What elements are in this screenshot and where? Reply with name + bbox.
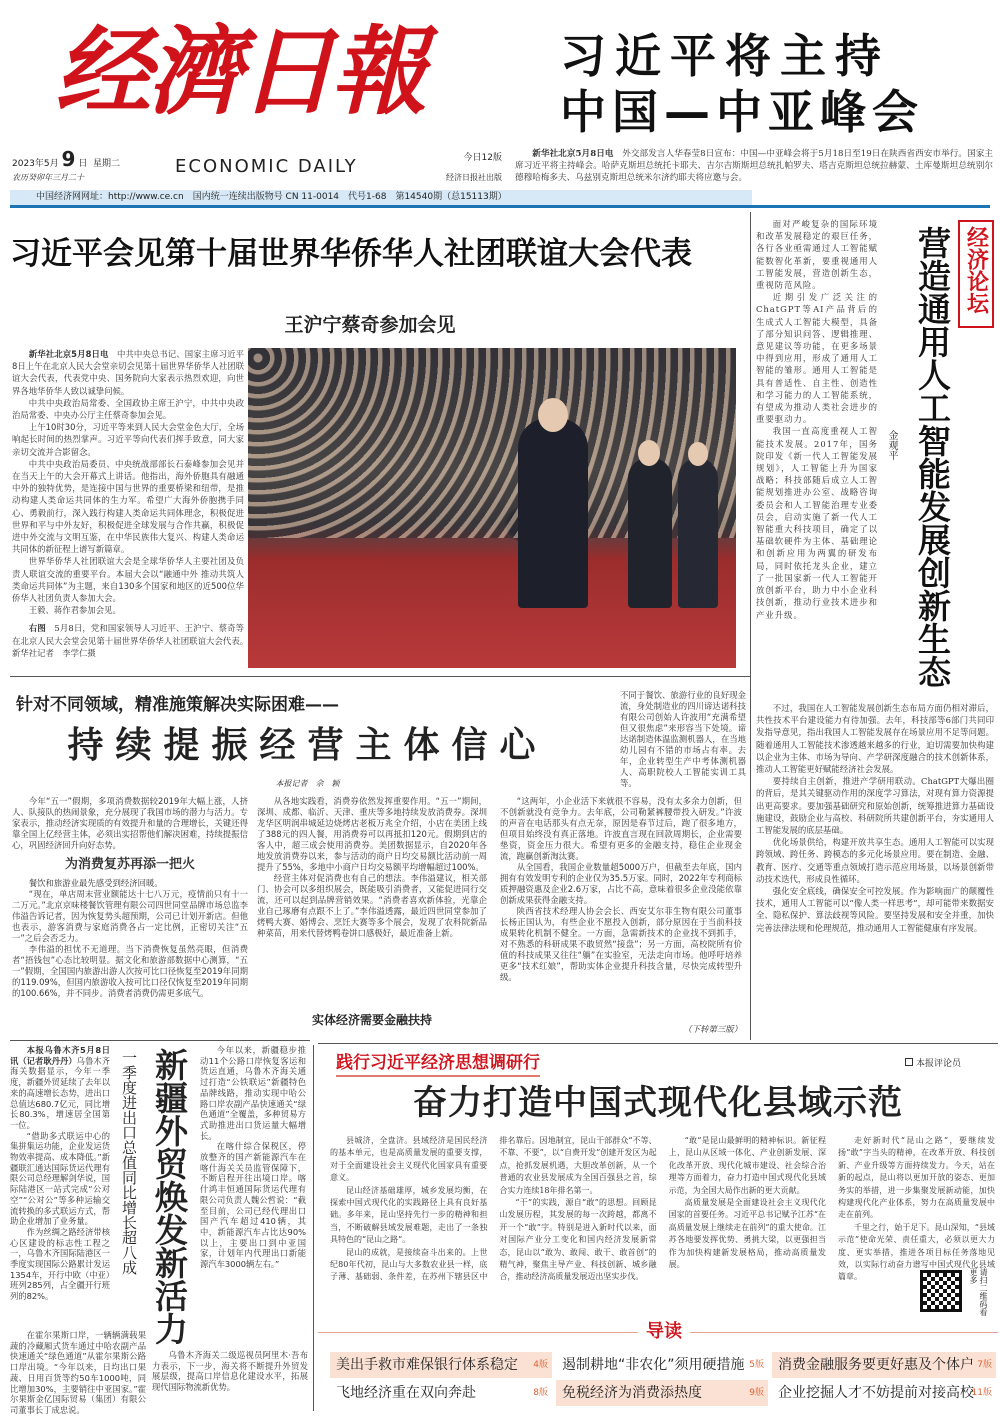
- paragraph: “借助多式联运中心的集拼集运功能，企业发运货物效率提高、成本降低。”新疆联汇通达国际货运代理有限公司总经理解剑华说，国际陆港区一站式完成“公对空”“公对公”等多种运输交流转换的多式联运方式，帮助企业增加了业务量。: [10, 1130, 110, 1227]
- paragraph: 昆山的成就，是接续奋斗出来的。上世纪80年代初，昆山与大多数农业县一样，底子薄、基础弱、条件差，在苏州下辖县区中排名靠后。因地制宜，昆山干部群众“不等、不靠、不要”，以“自费开发”创建开发区为起点，抢抓发展机遇，大胆改革创新，从一个普通的农业县发展成为全国百强县之首，综合实力连续18年排名第一。: [330, 1136, 657, 1282]
- lunar-date: 农历癸卯年三月二十: [12, 173, 84, 182]
- publisher: 经济日报社出版: [446, 173, 502, 182]
- commentary-headline[interactable]: 营造通用人工智能发展创新生态: [913, 226, 952, 688]
- paragraph: 中共中央政治局委员、中央统战部部长石泰峰参加会见并在当天上午的大会开幕式上讲话。他指出，海外侨胞具有融通中外的独特优势，是连接中国与世界的重要桥梁和纽带，是推动构建人类命运共同体的生力军。希望广大海外侨胞携手同心、勇毅前行，深入践行构建人类命运共同体理念，积极促进世界和平与中外友好，积极促进全球发展与合作共赢，积极促进中外交流与文明互鉴，在中华民族伟大复兴、构建人类命运共同体的新征程上谱写新篇章。: [12, 458, 244, 555]
- guide-item-text: 遏制耕地“非农化”须用硬措施: [562, 1357, 745, 1373]
- paragraph: 优化场景供给，构建开放共享生态。通用人工智能可以实现跨领域、跨任务、跨模态的多元化场景应用。要在制造、金融、教育、医疗、交通等重点领域打造示范应用场景，以场景创新带动技术迭代，形成良性循环。: [756, 837, 994, 884]
- paragraph: 作为丝绸之路经济带核心区建设的标志性工程之一，乌鲁木齐国际陆港区一季度实现国际公路累计发运1354车，开行中欧（中亚）班列285列，占全疆开行班列的82%。: [10, 1226, 110, 1302]
- business-col-3: [500, 796, 742, 1020]
- guide-item-page: 8版: [533, 1388, 548, 1398]
- xinjiang-col-bottom-left: [10, 1330, 146, 1414]
- divider: [10, 205, 990, 208]
- business-col-1: [12, 796, 248, 1036]
- guide-item-text: 免税经济为消费添热度: [562, 1385, 702, 1401]
- guide-item-page: 11版: [971, 1388, 992, 1398]
- paragraph: 王毅、蒋作君参加会见。: [28, 605, 121, 616]
- paragraph: 县城济，全盘济。县域经济是国民经济的基本单元，也是高质量发展的重要支撑，对于全面建设社会主义现代化国家具有重要意义。: [330, 1136, 488, 1183]
- paragraph: 千里之行，始于足下。昆山深知，“县域示范”使命光荣、责任重大，必须以更大力度、更实举措，推进各项目标任务落地见效，以实际行动奋力谱写中国式现代化县域篇章。: [838, 1222, 995, 1282]
- paragraph: 今年以来，新疆稳步推动11个公路口岸恢复客运和货运直通，乌鲁木齐海关通过打造“公铁联运”新疆特色品牌线路，推动实现中哈公路口岸农副产品快速通关“绿色通道”全覆盖，多种贸易方式助推进出口货运量大幅增长。: [200, 1045, 306, 1141]
- masthead-logo: 经濟日報: [55, 15, 423, 128]
- top-story-body: [515, 148, 993, 188]
- guide-item[interactable]: [772, 1380, 996, 1406]
- top-story-headline[interactable]: [560, 28, 960, 140]
- dateline: 本报乌鲁木齐5月8日讯（记者耿丹丹）: [10, 1045, 110, 1066]
- paragraph: 近期引发广泛关注的ChatGPT等AI产品背后的生成式人工智能大模型，具备了部分知识问答、逻辑推理、意见建议等功能，在更多场景中得到应用，形成了通用人工智能的雏形。通用人工智能是具有普适性、自主性、创造性和学习能力的人工智能系统，有望成为推动人类社会进步的重要驱动力。: [756, 292, 878, 425]
- paragraph: 昆山经济基础雄厚，城乡发展均衡，在探索中国式现代化的实践路径上具有良好基础。多年来，昆山坚持先行一步的精神和担当，不断破解县域发展难题，走出了一条独具特色的“昆山之路”。: [330, 1185, 488, 1245]
- top-story-headline-line2: 中国—中亚峰会: [560, 85, 924, 139]
- paragraph: 在喀什综合保税区，停放整齐的国产新能源汽车在喀什海关关员监管保障下，不断启程开往出境口岸。喀什鸿丰恒通国际货运代理有限公司负责人魏公哲说：“截至目前，公司已经代理出口国产汽车超过410辆，其中，新能源汽车占比达90%以上，主要出口到中亚国家，计划年内代理出口新能源汽车3000辆左右。”: [200, 1141, 306, 1270]
- date-day: 9: [61, 147, 76, 171]
- guide-item-page: 4版: [533, 1360, 548, 1370]
- english-title: ECONOMIC DAILY: [175, 156, 358, 177]
- dateline: 新华社北京5月8日电: [532, 149, 614, 159]
- lead-subhead: 王沪宁蔡奇参加会见: [284, 314, 456, 336]
- paragraph: 经营主体对促消费也有自己的想法。李伟溢建议，相关部门、协会可以多组织展会，既能吸引消费者，又能促进同行交流，还可以起到品牌营销效果。“消费者喜欢新体验，光靠企业自己琢磨有点跟不上了。”李伟溢透露，最近四世同堂参加了烤鸭大赛、婚博会、烹饪大赛等多个展会，发现了农科院新品种菜苗，用来代替烤鸭卷饼口感极好，最近准备上新。: [257, 873, 487, 938]
- date-line: [12, 148, 120, 170]
- guide-item-text: 企业挖掘人才不妨提前对接高校: [778, 1385, 974, 1401]
- paragraph: 陕西省技术经理人协会会长、西安艾尔菲生物有限公司董事长杨正国认为，有些企业不愿投入创新，部分原因在于当前科技成果转化机制不健全。一方面，急需新技术的企业找不到抓手，对不熟悉的科研成果不敢贸然“接盘”；另一方面，高校院所有价值的科技成果又往往“躺”在实验室，无法走向市场。他呼吁培养更多“技术红娘”，帮助实体企业提升科技含量，尽快完成转型升级。: [500, 906, 742, 982]
- paragraph: 强化安全底线，确保安全可控发展。作为影响面广的颠覆性技术，通用人工智能可以“像人类一样思考”，却可能带来数据安全、隐私保护、算法歧视等风险。要坚持发展和安全并重，加快完善法律法规和伦理规范，推动通用人工智能健康有序发展。: [756, 886, 994, 933]
- paragraph: “敢”是昆山最鲜明的精神标识。新征程上，昆山从区域一体化、产业创新发展、深化改革开放、现代化城市建设、社会综合治理等方面着力，奋力打造中国式现代化县域示范，为全国大局作出新的更大贡献。: [668, 1136, 826, 1195]
- paragraph: 李伟溢的担忧不无道理。当下消费恢复虽然亮眼，但消费者“捂钱包”心态比较明显。据文化和旅游部数据中心测算，“五一”假期，全国国内旅游出游人次按可比口径恢复至2019年同期的119.09%，但国内旅游收入按可比口径仅恢复至2019年同期的100.66%，并不同步。消费者消费仍需更多底气。: [12, 944, 248, 998]
- divider: [313, 1045, 314, 1411]
- paragraph: 面对严峻复杂的国际环境和改革发展稳定的艰巨任务，各行各业亟需通过人工智能赋能数智化革新，要重视通用人工智能发展，营造创新生态，重视防范风险。: [756, 219, 878, 291]
- guide-item[interactable]: [330, 1380, 552, 1406]
- county-banner[interactable]: 践行习近平经济思想调研行: [336, 1052, 540, 1077]
- caption-label: 右图: [28, 623, 46, 634]
- section-heading: 为消费复苏再添一把火: [64, 857, 195, 872]
- guide-item[interactable]: [330, 1352, 552, 1378]
- paragraph: 上午10时30分，习近平等来到人民大会堂金色大厅，全场响起长时间的热烈掌声。习近平等向代表们挥手致意，同大家亲切交流并合影留念。: [12, 422, 244, 457]
- guide-item-text: 美出手救市难保银行体系稳定: [336, 1357, 518, 1373]
- square-icon: [905, 1058, 913, 1066]
- top-story-text: 外交部发言人华春莹8日宣布：中国—中亚峰会将于5月18日至19日在陕西省西安市举行。国家主席习近平将主持峰会。哈萨克斯坦总统托卡耶夫、吉尔吉斯斯坦总统扎帕罗夫、塔吉克斯坦总统拉赫蒙、土库曼斯坦总统别尔德穆哈梅多夫、乌兹别克斯坦总统米尔济约耶夫将应邀与会。: [515, 149, 993, 183]
- xinjiang-col-1: [10, 1045, 110, 1327]
- business-kicker: 针对不同领域，精准施策解决实际困难——: [16, 695, 339, 715]
- guide-title: 导读: [638, 1320, 690, 1344]
- xinjiang-headline[interactable]: 新疆外贸焕发新活力: [150, 1048, 189, 1345]
- column-label: [958, 220, 994, 328]
- qr-code[interactable]: [920, 1270, 962, 1312]
- paragraph: “现在，单店周末营业额能达十七八万元，疫情前只有十一二万元。”北京京味楼餐饮管理有限公司四世同堂品牌市场总监李伟溢告诉记者，因为恢复势头超预期，公司已计划开新店。但他也表示，游客消费与家庭消费各占一定比例，正密切关注“五一”之后会否乏力。: [12, 889, 248, 943]
- county-body-col-4: [838, 1135, 995, 1282]
- paragraph: 高质量发展是全面建设社会主义现代化国家的首要任务。习近平总书记赋予江苏“在高质量发展上继续走在前列”的重大使命。江苏各地要发挥优势、勇挑大梁，以更强担当作为加快构建新发展格局，推动高质量发展。: [668, 1198, 826, 1270]
- photo-caption: 5月8日，党和国家领导人习近平、王沪宁、蔡奇等在北京人民大会堂会见第十届世界华侨华人社团联谊大会代表。: [12, 623, 245, 646]
- guide-item-text: 飞地经济重在双向奔赴: [336, 1385, 476, 1401]
- guide-item[interactable]: [556, 1380, 768, 1406]
- guide-item-page: 9版: [749, 1388, 764, 1398]
- paragraph: 走好新时代“昆山之路”，要继续发扬“敢”字当头的精神，在改革开放、科技创新、产业升级等方面持续发力。今天，站在新的起点，昆山将以更加开放的姿态、更加务实的举措，进一步集聚发展新动能，加快构建现代化产业体系，努力在高质量发展中走在前列。: [838, 1136, 995, 1220]
- commentary-body-top: [756, 218, 878, 696]
- county-headline[interactable]: 奋力打造中国式现代化县域示范: [413, 1083, 903, 1123]
- paragraph: 今年“五一”假期，多项消费数据较2019年大幅上涨，人挤人、队接队的热闹景象，充分展现了我国市场的潜力与活力。专家表示，推动经济实现质的有效提升和量的合理增长，关键还得靠全国上亿经营主体，必须出实招帮他们解决困难，持续提振信心，巩固经济回升向好态势。: [12, 796, 248, 850]
- top-story-headline-line1: 习近平将主持: [560, 29, 890, 83]
- county-body: [330, 1135, 826, 1315]
- lead-headline[interactable]: 习近平会见第十届世界华侨华人社团联谊大会代表: [10, 236, 692, 272]
- paragraph: “这两年，小企业活下来就很不容易，没有太多余力创新，但不创新就没有竞争力。去年底，公司勒紧裤腰带投入研发。”许波的声音在电话那头有点无奈，原因是春节过后，跑了很多地方，但项目始终没有真正落地。许波直言现在回款周期长，企业需要垫资，资金压力很大。希望有更多的金融支持，稳住企业现金流，跑赢创新淘汰赛。: [500, 796, 742, 861]
- county-frame: [318, 1043, 998, 1044]
- paragraph: 乌鲁木齐海关数据显示，今年一季度，新疆外贸延续了去年以来的高速增长态势，进出口总值达680.7亿元，同比增长80.3%，增速居全国第一位。: [10, 1055, 110, 1130]
- guide-item[interactable]: [772, 1352, 996, 1378]
- info-bar: 中国经济网网址：http://www.ce.cn 国内统一连续出版物号 CN 11-0014 代号1-68 第14540期（总15113期）: [10, 190, 752, 205]
- paragraph: 中共中央总书记、国家主席习近平8日上午在北京人民大会堂亲切会见第十届世界华侨华人社团联谊大会代表，代表党中央、国务院向大家表示热烈欢迎，向世界各地华侨华人致以诚挚问候。: [12, 349, 245, 396]
- paragraph: 餐饮和旅游业最先感受到经济回暖。: [28, 878, 163, 888]
- xinjiang-col-bottom-right: [152, 1350, 308, 1414]
- business-headline[interactable]: 持续提振经营主体信心: [67, 724, 548, 766]
- business-col-top-right: [620, 690, 746, 794]
- page-count: 今日12版: [463, 153, 502, 163]
- paragraph: 我国一直高度重视人工智能技术发展。2017年，国务院印发《新一代人工智能发展规划》，人工智能上升为国家战略；科技部随后成立人工智能规划推进办公室、战略咨询委员会和人工智能治理专业委员会，启动实施了新一代人工智能重大科技项目，确定了以基础软硬件为主体、基础理论和创新应用为两翼的研发布局，同时依托龙头企业，建立了一批国家新一代人工智能开放创新平台，助力中小企业科技创新，推动行业技术进步和产业升级。: [756, 426, 878, 620]
- date-prefix: 2023年5月: [12, 159, 59, 169]
- xinjiang-subhead: 一季度进出口总值同比增长超八成: [120, 1050, 138, 1275]
- lead-photo[interactable]: [248, 348, 736, 668]
- county-source: [905, 1058, 961, 1070]
- paragraph: 不过，我国在人工智能发展创新生态布局方面仍相对滞后，共性技术平台建设能力有待加强。去年，科技部等6部门共同印发指导意见，指出我国人工智能发展存在场景应用不足等问题。随着通用人工智能技术渗透越来越多的行业，迫切需要加快构建以企业为主体、市场为导向、产学研深度融合的技术创新体系，推动人工智能更好赋能经济社会发展。: [756, 703, 994, 775]
- xinjiang-col-2: [200, 1045, 306, 1345]
- divider: [10, 676, 750, 677]
- commentary-author: 金观平: [886, 430, 897, 460]
- business-col-2: [257, 796, 487, 1006]
- paragraph: 不同于餐饮、旅游行业的良好现金流，身处制造业的四川谛达诺科技有限公司创始人许波用“充满希望但又很焦虑”来形容当下处境。谛达诺制造体温监测机器人，在当地幼儿园有不错的市场占有率。去年，企业转型生产中考体测机器人、高职院校人工智能实训工具等。: [620, 690, 746, 788]
- guide-index: [318, 1352, 998, 1408]
- guide-item-page: 7版: [977, 1360, 992, 1370]
- paragraph: 乌鲁木齐海关二级巡视员阿里木·吾布力表示，下一步，海关将不断提升外贸发展层级，提高口岸信息化建设水平，拓展现代国际物流新优势。: [152, 1350, 308, 1393]
- paragraph: 世界华侨华人社团联谊大会是全球华侨华人主要社团及负责人联谊交流的重要平台。本届大会以“融通中外 推动共筑人类命运共同体”为主题，来自130多个国家和地区的近500位华侨华人社团负责人参加大会。: [12, 556, 244, 604]
- byline: 本报记者 佘 颖: [275, 779, 340, 788]
- guide-item-page: 5版: [749, 1360, 764, 1370]
- paragraph: “干”的实践，源自“敢”的思想。回顾昆山发展历程，其发展的每一次跨越，都离不开一个“敢”字。特别是进入新时代以来，面对国际产业分工变化和国内经济发展新常态，昆山以“敢为、敢闯、敢干、敢首创”的精气神，聚焦主导产业、科技创新、城乡融合，推动经济高质量发展迈出坚实步伐。: [499, 1198, 657, 1282]
- source-text: 本报评论员: [916, 1059, 962, 1069]
- paragraph: 从全国看，我国企业数量超5000万户，但截至去年底，国内拥有有效发明专利的企业仅为35.5万家。同时，2022年专利商标质押融资惠及企业2.6万家，占比不高，意味着很多企业没能依靠创新成果获得金融支持。: [500, 862, 742, 905]
- paragraph: 从各地实践看，消费券依然发挥重要作用。“五一”期间，深圳、成都、临沂、天津、重庆等多地持续发放消费券。深圳龙华区明润串城延边烧烤店老板万兆全介绍，小店在美团上线了388元的四人餐，用消费券可以再抵扣120元。假期到店的客人中，超三成会使用消费券。美团数据显示，自2020年各地发放消费券以来，参与活动的商户日均交易额比活动前一周提升了55%，多地中小商户日均交易额平均增幅超过100%。: [257, 796, 487, 872]
- section-heading: 实体经济需要金融扶持: [311, 1013, 432, 1027]
- paragraph: 中共中央政治局常委、全国政协主席王沪宁，中共中央政治局常委、中央办公厅主任蔡奇参加会见。: [12, 397, 244, 421]
- paragraph: 在霍尔果斯口岸，一辆辆满载果蔬的冷藏厢式货车通过中哈农副产品快速通关“绿色通道”从霍尔果斯公路口岸出境。“今年以来，日均出口果蔬、日用百货等约50车1000吨，同比增加30%，主要销往中亚国家。”霍尔果斯金亿国际贸易（集团）有限公司董事长丁成忠说。: [10, 1330, 146, 1415]
- photo-credit: 新华社记者 李学仁摄: [12, 647, 96, 658]
- guide-item-text: 消费金融服务要更好惠及个体户: [778, 1357, 974, 1373]
- dateline: 新华社北京5月8日电: [28, 349, 109, 359]
- continued-note[interactable]: （下转第三版）: [683, 1024, 742, 1034]
- divider: [750, 212, 751, 1040]
- column-label-text: 经济论坛: [963, 226, 989, 314]
- date-weekday: 日 星期二: [78, 159, 121, 169]
- commentary-body-bottom: [756, 702, 994, 1036]
- divider: [10, 1040, 310, 1041]
- qr-label: 请扫二维码看更多: [969, 1268, 988, 1316]
- guide-item[interactable]: [556, 1352, 768, 1378]
- paragraph: 要持续自主创新，推进产学研用联动。ChatGPT大爆出圈的背后，是其关键驱动作用的深度学习算法，对现有算力资源提出更高要求。要加强基础研究和原始创新，统筹推进算力基础设施建设，鼓励企业与高校、科研院所共建创新平台，夯实通用人工智能发展的底层基础。: [756, 776, 994, 836]
- lead-body: [12, 348, 244, 672]
